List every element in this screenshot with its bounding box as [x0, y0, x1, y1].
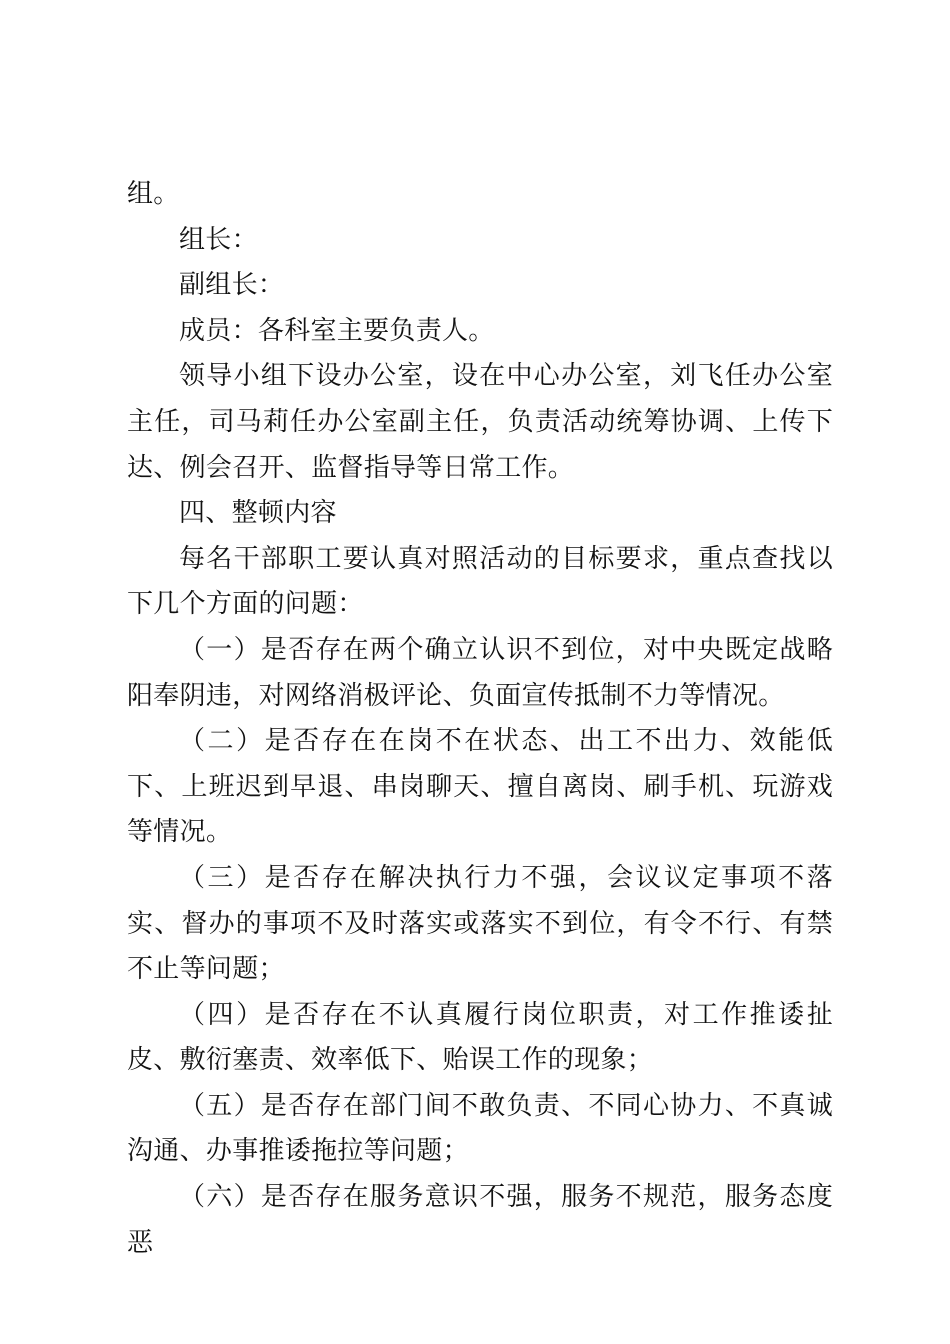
paragraph-office-setup: 领导小组下设办公室，设在中心办公室，刘飞任办公室主任，司马莉任办公室副主任，负责活动统筹协调、上传下达、例会召开、监督指导等日常工作。 — [127, 361, 833, 483]
list-item-4: （四）是否存在不认真履行岗位职责，对工作推诿扯皮、敷衍塞责、效率低下、贻误工作的现象； — [127, 999, 833, 1076]
list-item-5: （五）是否存在部门间不敢负责、不同心协力、不真诚沟通、办事推诿拖拉等问题； — [127, 1090, 833, 1167]
list-item-6: （六）是否存在服务意识不强，服务不规范，服务态度恶 — [127, 1182, 833, 1258]
list-item-1: （一）是否存在两个确立认识不到位，对中央既定战略阳奉阴违，对网络消极评论、负面宣传抵制不力等情况。 — [127, 634, 833, 711]
document-body — [127, 172, 833, 1266]
paragraph-deputy-leader: 副组长： — [179, 270, 285, 301]
list-item-3: （三）是否存在解决执行力不强，会议议定事项不落实、督办的事项不及时落实或落实不到位，有令不行、有禁不止等问题； — [127, 862, 833, 985]
paragraph-group-leader: 组长： — [179, 224, 258, 255]
paragraph-group-continuation: 组。 — [127, 179, 180, 209]
section-heading-rectification-content: 四、整顿内容 — [179, 498, 337, 529]
list-item-2: （二）是否存在在岗不在状态、出工不出力、效能低下、上班迟到早退、串岗聊天、擅自离岗、刷手机、玩游戏等情况。 — [127, 726, 833, 848]
paragraph-members: 成员：各科室主要负责人。 — [179, 315, 495, 346]
paragraph-requirement-intro: 每名干部职工要认真对照活动的目标要求，重点查找以下几个方面的问题： — [127, 543, 833, 620]
